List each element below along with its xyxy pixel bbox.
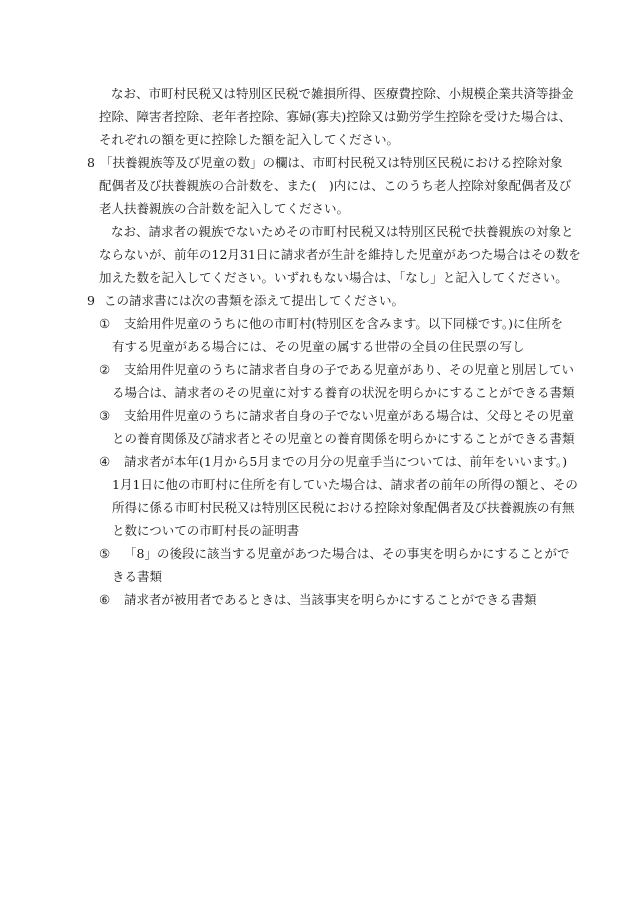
- sub5-marker: ⑤: [99, 546, 111, 561]
- item9-number: 9: [87, 293, 95, 308]
- sub6-marker: ⑥: [99, 592, 111, 607]
- sub4-line-2: 1月1日に他の市町村に住所を有していた場合は、請求者の前年の所得の額と、その: [112, 477, 578, 492]
- item8-line-2: 配偶者及び扶養親族の合計数を、また( )内には、このうち老人控除対象配偶者及び: [99, 178, 572, 193]
- sub4-line-4: と数についての市町村長の証明書: [112, 523, 300, 538]
- sub1-line-2: 有する児童がある場合には、その児童の属する世帯の全員の住民票の写し: [112, 339, 525, 354]
- item9-intro: この請求書には次の書類を添えて提出してください。: [104, 293, 405, 308]
- sub5-line-1: 「8」の後段に該当する児童があつた場合は、その事実を明らかにすることがで: [124, 546, 570, 561]
- item8-para2-line-2: ならないが、前年の12月31日に請求者が生計を維持した児童があつた場合はその数を: [99, 247, 581, 262]
- sub2-marker: ②: [99, 362, 111, 377]
- item8-line-3: 老人扶養親族の合計数を記入してください。: [99, 201, 350, 216]
- item8-line-1: 「扶養親族等及び児童の数」の欄は、市町村民税又は特別区民税における控除対象: [100, 155, 563, 170]
- note7-line-2: 控除、障害者控除、老年者控除、寡婦(寡夫)控除又は勤労学生控除を受けた場合は、: [99, 109, 572, 124]
- sub1-marker: ①: [99, 316, 111, 331]
- note7-line-1: なお、市町村民税又は特別区民税で雑損所得、医療費控除、小規模企業共済等掛金: [111, 86, 574, 101]
- item8-para2-line-3: 加えた数を記入してください。いずれもない場合は、「なし」と記入してください。: [99, 270, 568, 285]
- sub2-line-2: る場合は、請求者のその児童に対する養育の状況を明らかにすることができる書類: [112, 385, 575, 400]
- sub4-line-3: 所得に係る市町村民税又は特別区民税における控除対象配偶者及び扶養親族の有無: [112, 500, 575, 515]
- sub4-line-1: 請求者が本年(1月から5月までの月分の児童手当については、前年をいいます。): [124, 454, 568, 469]
- item8-number: 8: [87, 155, 95, 170]
- sub3-marker: ③: [99, 408, 111, 423]
- note7-line-3: それぞれの額を更に控除した額を記入してください。: [99, 132, 400, 147]
- sub1-line-1: 支給用件児童のうちに他の市町村(特別区を含みます。以下同様です。)に住所を: [124, 316, 564, 331]
- sub2-line-1: 支給用件児童のうちに請求者自身の子である児童があり、その児童と別居してい: [124, 362, 575, 377]
- sub5-line-2: きる書類: [112, 569, 163, 584]
- sub6-line-1: 請求者が被用者であるときは、当該事実を明らかにすることができる書類: [124, 592, 537, 607]
- sub3-line-2: との養育関係及び請求者とその児童との養育関係を明らかにすることができる書類: [112, 431, 575, 446]
- item8-para2-line-1: なお、請求者の親族でないためその市町村民税又は特別区民税で扶養親族の対象と: [111, 224, 574, 239]
- sub4-marker: ④: [99, 454, 111, 469]
- sub3-line-1: 支給用件児童のうちに請求者自身の子でない児童がある場合は、父母とその児童: [124, 408, 575, 423]
